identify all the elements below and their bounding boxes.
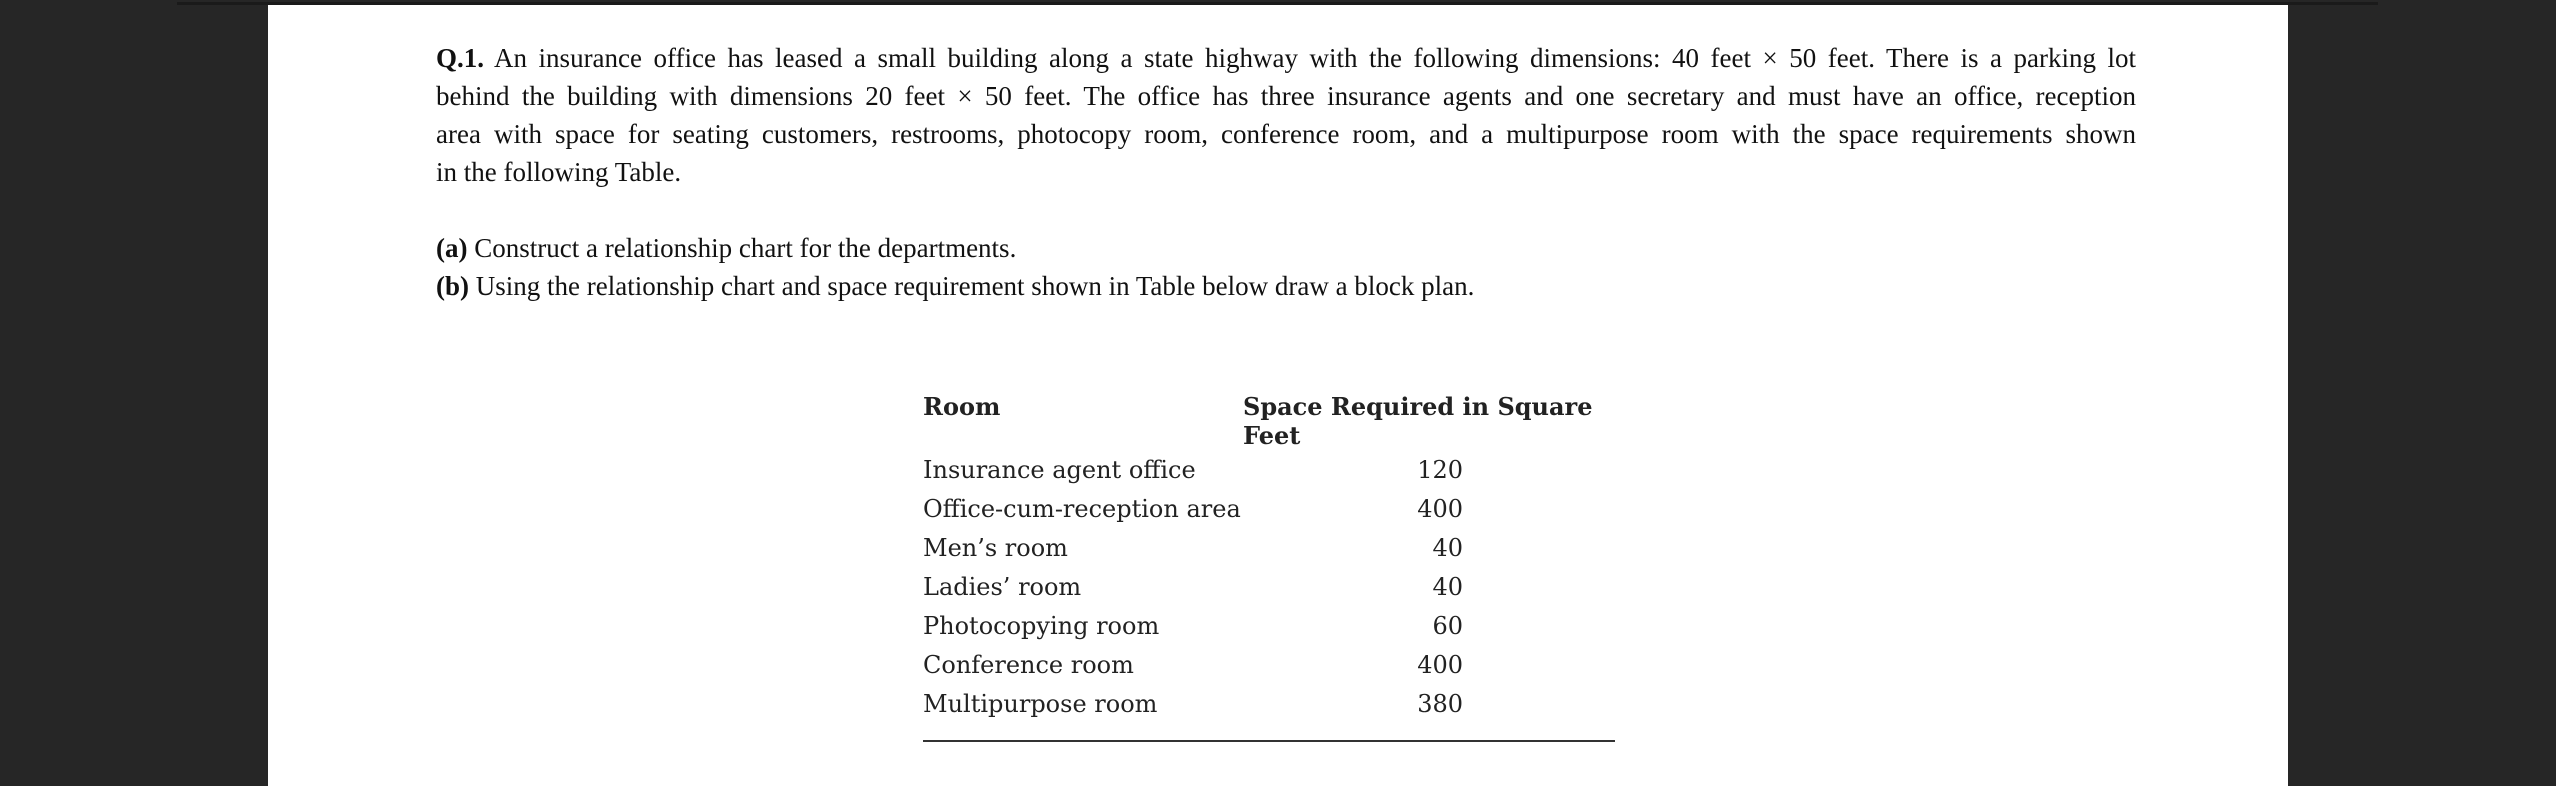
table-header-row [923,392,1623,450]
room-name: Office-cum-reception area [923,494,1241,523]
table-row [923,645,1623,684]
room-name: Photocopying room [923,611,1160,640]
question-line-1: Q.1. An insurance office has leased a small building along a state highway with the following dimensions: 40 feet × 50 feet. There is a parking lot [436,43,2136,73]
part-b-label: (b) [436,271,469,301]
question-paragraph [436,39,2136,191]
part-b [436,267,1474,305]
room-name: Insurance agent office [923,455,1196,484]
part-a-text: Construct a relationship chart for the departments. [474,233,1017,263]
header-space: Space Required in Square Feet [1243,392,1593,450]
room-space: 120 [1417,455,1463,484]
document-page [268,5,2288,786]
room-space: 400 [1417,494,1463,523]
question-line-3: area with space for seating customers, restrooms, photocopy room, conference room, and a multipurpose room with the space requirements shown [436,119,2136,149]
question-line-4: in the following Table. [436,157,682,187]
table-row [923,567,1623,606]
table-row [923,528,1623,567]
room-space: 380 [1417,689,1463,718]
question-parts [436,229,1474,305]
part-a [436,229,1474,267]
room-name: Men’s room [923,533,1068,562]
room-space: 40 [1432,572,1463,601]
table-row [923,684,1623,723]
table-row [923,450,1623,489]
table-row [923,606,1623,645]
room-name: Ladies’ room [923,572,1082,601]
room-name: Conference room [923,650,1134,679]
room-space: 40 [1432,533,1463,562]
question-label: Q.1. [436,43,485,73]
room-name: Multipurpose room [923,689,1158,718]
part-a-label: (a) [436,233,468,263]
table-bottom-rule [923,740,1615,742]
part-b-text: Using the relationship chart and space requirement shown in Table below draw a block plan. [475,271,1475,301]
table-row [923,489,1623,528]
header-room: Room [923,392,1001,421]
question-line-2: behind the building with dimensions 20 feet × 50 feet. The office has three insurance agents and one secretary and must have an office, reception [436,81,2136,111]
space-requirements-table [923,392,1623,723]
room-space: 400 [1417,650,1463,679]
room-space: 60 [1432,611,1463,640]
